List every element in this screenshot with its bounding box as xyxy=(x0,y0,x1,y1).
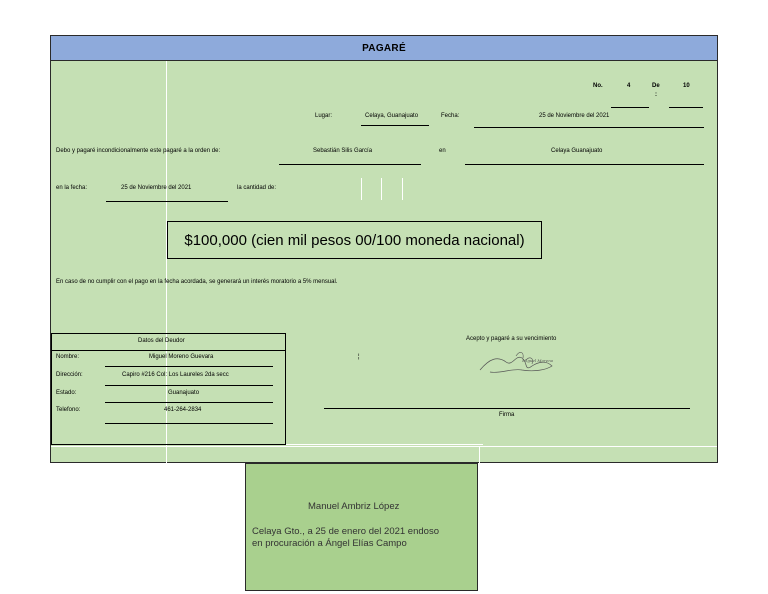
debtor-state-value: Guanajuato xyxy=(168,390,200,396)
table-divider xyxy=(105,385,273,386)
debtor-name-value: Miguel Moreno Guevara xyxy=(149,354,214,360)
table-divider xyxy=(105,402,273,403)
fecha-underline xyxy=(474,127,704,128)
endorsement-line-2: en procuración a Ángel Elías Campo xyxy=(252,538,407,549)
signature-line xyxy=(324,408,690,409)
grid-line xyxy=(402,178,403,200)
beneficiary-underline xyxy=(279,164,421,165)
signature xyxy=(476,348,556,378)
interest-clause: En caso de no cumplir con el pago en la fecha acordada, se generará un interés moratorio a 5% mensual. xyxy=(56,279,338,285)
grid-line xyxy=(381,178,382,200)
debtor-name-label: Nombre: xyxy=(56,354,80,360)
lugar-label: Lugar: xyxy=(315,113,333,119)
grid-line xyxy=(361,178,362,200)
grid-line xyxy=(479,446,480,463)
promissory-note-sheet xyxy=(50,35,718,463)
beneficiary-name: Sebastián Silis García xyxy=(313,148,373,154)
grid-line xyxy=(51,446,717,447)
endorsement-box xyxy=(245,463,478,591)
amount-box xyxy=(167,221,542,259)
no-label: No. xyxy=(593,83,603,89)
debo-text: Debo y pagaré incondicionalmente este pagaré a la orden de: xyxy=(56,148,221,154)
payment-date-underline xyxy=(106,201,228,202)
cantidad-label: la cantidad de: xyxy=(237,185,277,191)
table-divider xyxy=(52,350,285,351)
debtor-table xyxy=(51,333,286,445)
table-divider xyxy=(105,366,273,367)
payment-place: Celaya Guanajuato xyxy=(551,148,603,154)
debtor-state-label: Estado: xyxy=(56,390,77,396)
fecha-value: 25 de Noviembre del 2021 xyxy=(539,113,610,119)
signature-scribble-text: Miguel Moreno xyxy=(522,358,554,363)
title-bar xyxy=(51,36,717,61)
endorser-name: Manuel Ambriz López xyxy=(308,501,400,512)
en-fecha-label: en la fecha: xyxy=(56,185,88,191)
amount-text: $100,000 (cien mil pesos 00/100 moneda nacional) xyxy=(184,231,525,249)
debtor-phone-value: 461-264-2834 xyxy=(164,407,202,413)
payment-place-underline xyxy=(465,164,704,165)
debtor-phone-label: Telefono: xyxy=(56,407,81,413)
no-value: 4 xyxy=(627,83,631,89)
de-underline xyxy=(669,107,703,108)
debtor-heading: Datos del Deudor xyxy=(138,338,185,344)
lugar-value: Celaya, Guanajuato xyxy=(365,113,419,119)
page-title: PAGARÉ xyxy=(362,42,406,54)
payment-date: 25 de Noviembre del 2021 xyxy=(121,185,192,191)
de-colon: : xyxy=(655,92,657,98)
debtor-address-label: Dirección: xyxy=(56,372,83,378)
no-underline xyxy=(611,107,649,108)
endorsement-line-1: Celaya Gto., a 25 de enero del 2021 endoso xyxy=(252,526,439,537)
acceptance-text: Acepto y pagaré a su vencimiento xyxy=(466,336,557,342)
fecha-label: Fecha: xyxy=(441,113,460,119)
lugar-underline xyxy=(361,125,429,126)
de-value: 10 xyxy=(683,83,690,89)
table-divider xyxy=(105,423,273,424)
en-label: en xyxy=(439,148,446,154)
de-label: De xyxy=(652,83,660,89)
firma-label: Firma xyxy=(499,412,515,418)
debtor-address-value: Capiro #216 Col: Los Laureles 2da secc xyxy=(122,372,229,378)
tick-mark: ¦ xyxy=(358,354,360,360)
